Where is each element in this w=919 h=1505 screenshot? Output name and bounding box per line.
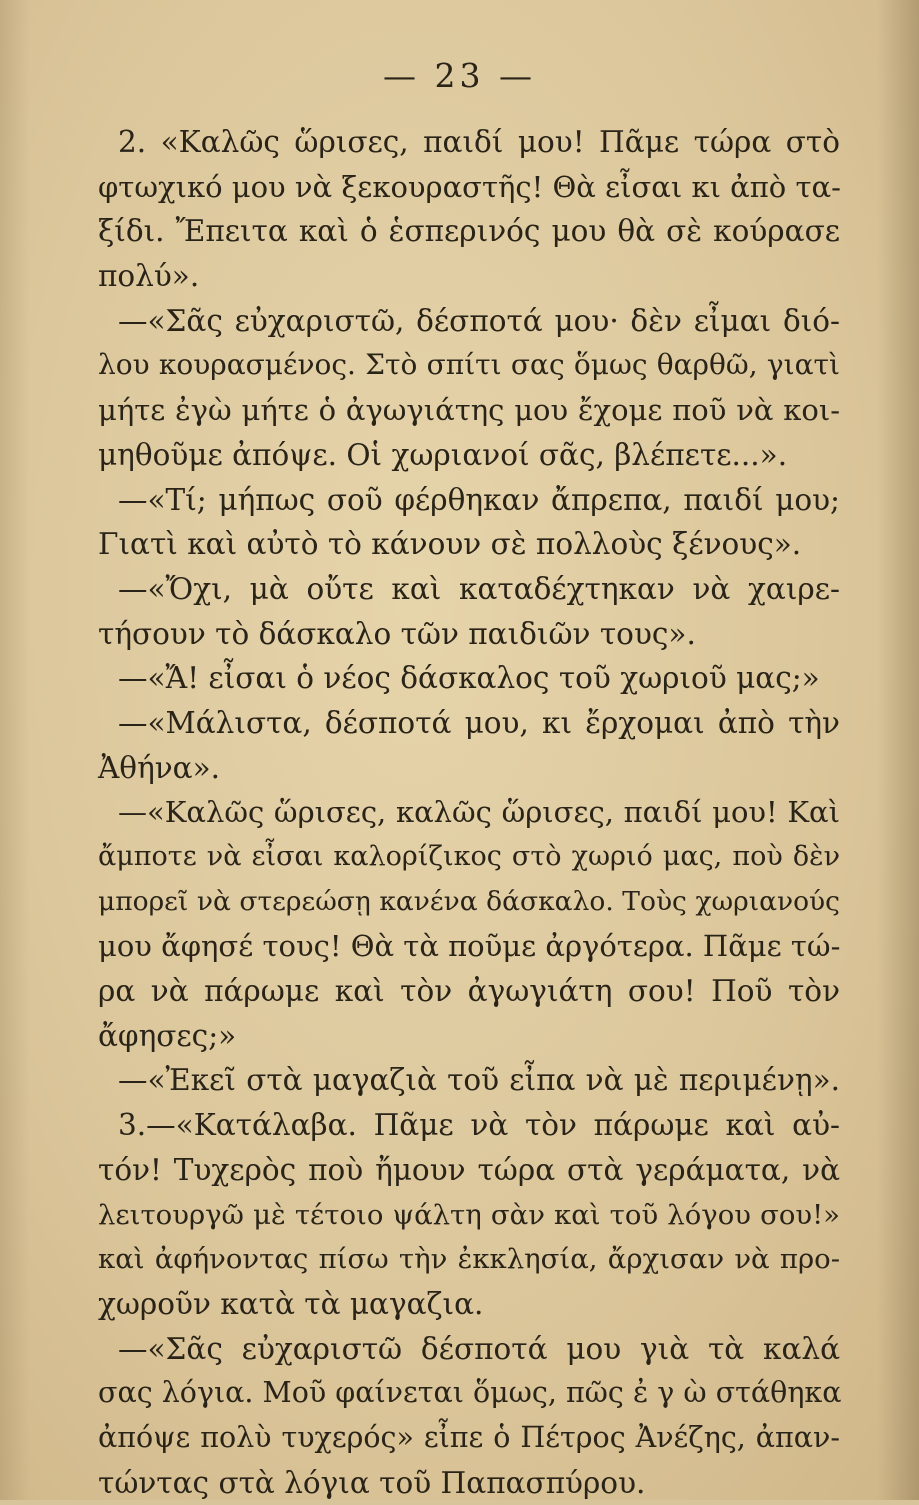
text-line: Γιατὶ καὶ αὐτὸ τὸ κάνουν σὲ πολλοὺς ξένους». (98, 527, 802, 562)
text-line: μου ἄφησέ τους! Θὰ τὰ ποῦμε ἀργότερα. Πᾶμε τώ- (98, 929, 841, 964)
page-number: — 23 — (383, 56, 536, 95)
text-line: λου κουρασμένος. Στὸ σπίτι σας ὅμως θαρθῶ, γιατὶ (98, 348, 840, 382)
text-line: —«Σᾶς εὐχαριστῶ, δέσποτά μου· δὲν εἶμαι διό- (118, 303, 840, 338)
text-line: μήτε ἐγὼ μήτε ὁ ἀγωγιάτης μου ἔχομε ποῦ νὰ κοι- (98, 393, 840, 428)
text-line: λειτουργῶ μὲ τέτοιο ψάλτη σὰν καὶ τοῦ λόγου σου!» (98, 1198, 840, 1231)
text-line: ἀπόψε πολὺ τυχερός» εἶπε ὁ Πέτρος Ἀνέζης, ἀπαν- (98, 1420, 840, 1454)
text-line: ρα νὰ πάρωμε καὶ τὸν ἀγωγιάτη σου! Ποῦ τὸν (98, 974, 840, 1009)
text-line: μπορεῖ νὰ στερεώσῃ κανένα δάσκαλο. Τοὺς χωριανούς (98, 885, 840, 917)
text-line: —«Μάλιστα, δέσποτά μου, κι ἔρχομαι ἀπὸ τὴν (118, 705, 840, 740)
body-text (98, 120, 840, 1505)
text-line: —«Σᾶς εὐχαριστῶ δέσποτά μου γιὰ τὰ καλά (118, 1331, 840, 1366)
text-line: Ἀθήνα». (98, 750, 221, 785)
text-line: καὶ ἀφήνοντας πίσω τὴν ἐκκλησία, ἄρχισαν νὰ προ- (98, 1243, 840, 1276)
text-line: τήσουν τὸ δάσκαλο τῶν παιδιῶν τους». (98, 616, 696, 651)
text-line: —«Ἄ! εἶσαι ὁ νέος δάσκαλος τοῦ χωριοῦ μας;» (118, 661, 820, 696)
text-line: μηθοῦμε ἀπόψε. Οἱ χωριανοί σᾶς, βλέπετε...». (98, 437, 788, 472)
text-line: —«Καλῶς ὥρισες, καλῶς ὥρισες, παιδί μου! Καὶ (118, 795, 840, 830)
text-line: τόν! Τυχερὸς ποὺ ἤμουν τώρα στὰ γεράματα, νὰ (98, 1152, 840, 1187)
text-line: χωροῦν κατὰ τὰ μαγαζια. (98, 1286, 484, 1321)
text-line: φτωχικό μου νὰ ξεκουραστῆς! Θὰ εἶσαι κι ἀπὸ τα- (98, 169, 841, 204)
text-line: τώντας στὰ λόγια τοῦ Παπασπύρου. (98, 1465, 646, 1500)
text-line: ἄφησες;» (98, 1018, 237, 1053)
text-line: —«Ἐκεῖ στὰ μαγαζιὰ τοῦ εἶπα νὰ μὲ περιμένῃ». (118, 1063, 840, 1098)
text-line: ξίδι. Ἔπειτα καὶ ὁ ἑσπερινός μου θὰ σὲ κούρασε (98, 214, 840, 249)
text-line: —«Τί; μήπως σοῦ φέρθηκαν ἄπρεπα, παιδί μου; (118, 482, 840, 517)
text-line: πολύ». (98, 259, 200, 294)
text-line: ἄμποτε νὰ εἶσαι καλορίζικος στὸ χωριό μας, ποὺ δὲν (98, 841, 840, 872)
text-line: —«Ὄχι, μὰ οὔτε καὶ καταδέχτηκαν νὰ χαιρε- (118, 571, 840, 606)
text-line: 2. «Καλῶς ὥρισες, παιδί μου! Πᾶμε τώρα στὸ (118, 125, 840, 159)
text-line: σας λόγια. Μοῦ φαίνεται ὅμως, πῶς ἐ γ ὼ στάθηκα (98, 1376, 842, 1410)
text-line: 3.—«Κατάλαβα. Πᾶμε νὰ τὸν πάρωμε καὶ αὐ- (118, 1108, 840, 1143)
